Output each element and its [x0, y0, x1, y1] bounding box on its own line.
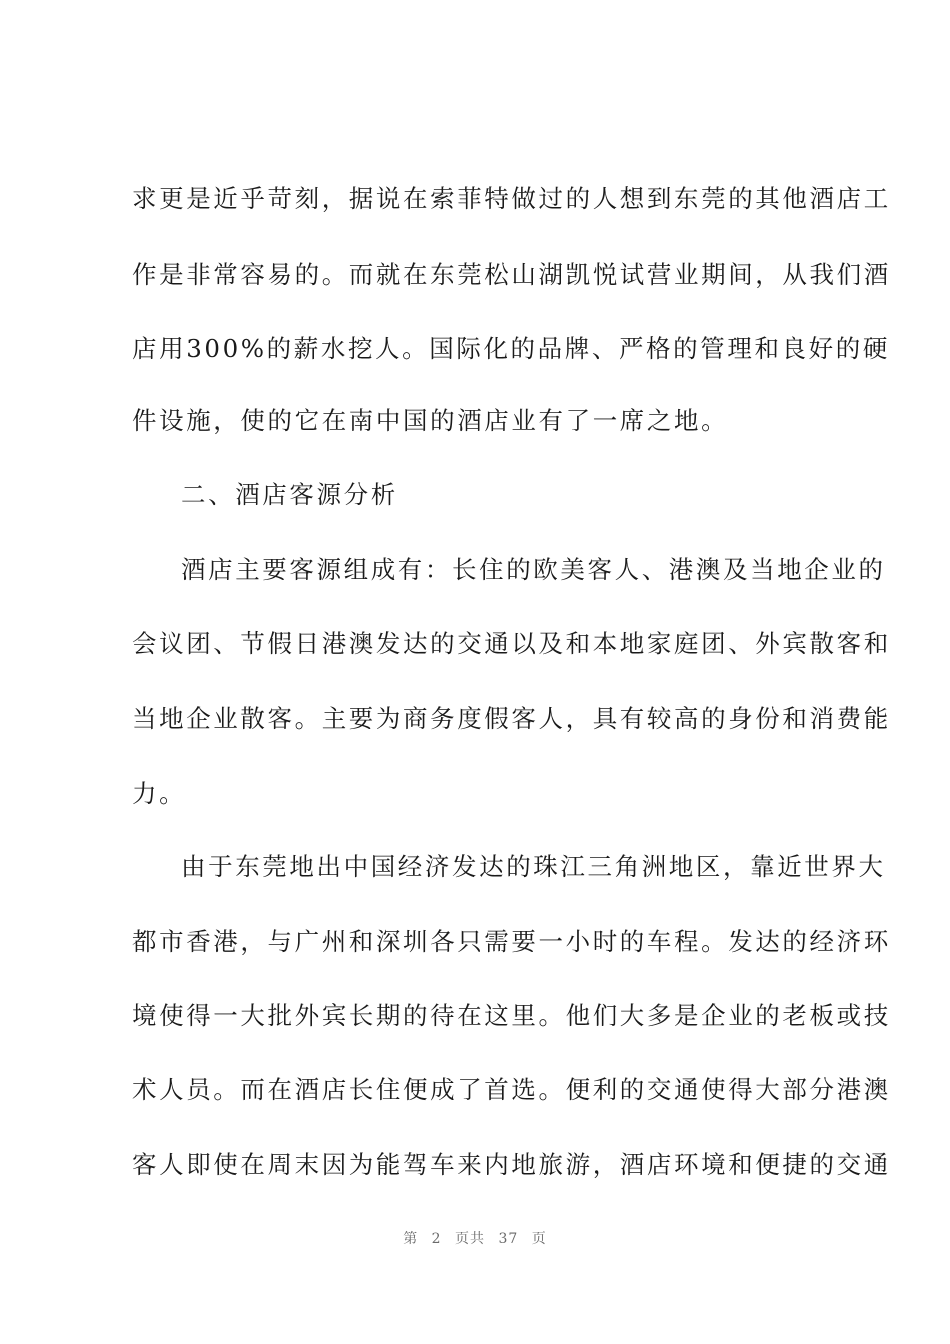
paragraph-line: 店用300%的薪水挖人。国际化的品牌、严格的管理和良好的硬 [132, 334, 890, 363]
paragraph-line: 由于东莞地出中国经济发达的珠江三角洲地区，靠近世界大 [181, 852, 886, 881]
paragraph-line: 境使得一大批外宾长期的待在这里。他们大多是企业的老板或技 [132, 1001, 891, 1030]
paragraph-line: 酒店主要客源组成有：长住的欧美客人、港澳及当地企业的 [181, 555, 886, 584]
paragraph-line: 求更是近乎苛刻，据说在索菲特做过的人想到东莞的其他酒店工 [132, 184, 891, 213]
paragraph-line: 作是非常容易的。而就在东莞松山湖凯悦试营业期间，从我们酒 [132, 260, 891, 289]
footer-total-pages: 37 [498, 1231, 519, 1247]
footer-mid: 页共 [455, 1231, 486, 1247]
paragraph-line: 件设施，使的它在南中国的酒店业有了一席之地。 [132, 406, 729, 435]
footer-page-number: 2 [431, 1231, 442, 1247]
paragraph-line: 都市香港，与广州和深圳各只需要一小时的车程。发达的经济环 [132, 927, 891, 956]
paragraph-line: 力。 [132, 779, 187, 808]
page-footer [0, 1228, 950, 1248]
footer-suffix: 页 [531, 1231, 547, 1247]
paragraph-line: 客人即使在周末因为能驾车来内地旅游，酒店环境和便捷的交通 [132, 1150, 891, 1179]
paragraph-line: 当地企业散客。主要为商务度假客人，具有较高的身份和消费能 [132, 704, 891, 733]
footer-prefix: 第 [403, 1231, 419, 1247]
section-heading: 二、酒店客源分析 [181, 480, 398, 509]
paragraph-line: 术人员。而在酒店长住便成了首选。便利的交通使得大部分港澳 [132, 1075, 891, 1104]
paragraph-line: 会议团、节假日港澳发达的交通以及和本地家庭团、外宾散客和 [132, 629, 891, 658]
